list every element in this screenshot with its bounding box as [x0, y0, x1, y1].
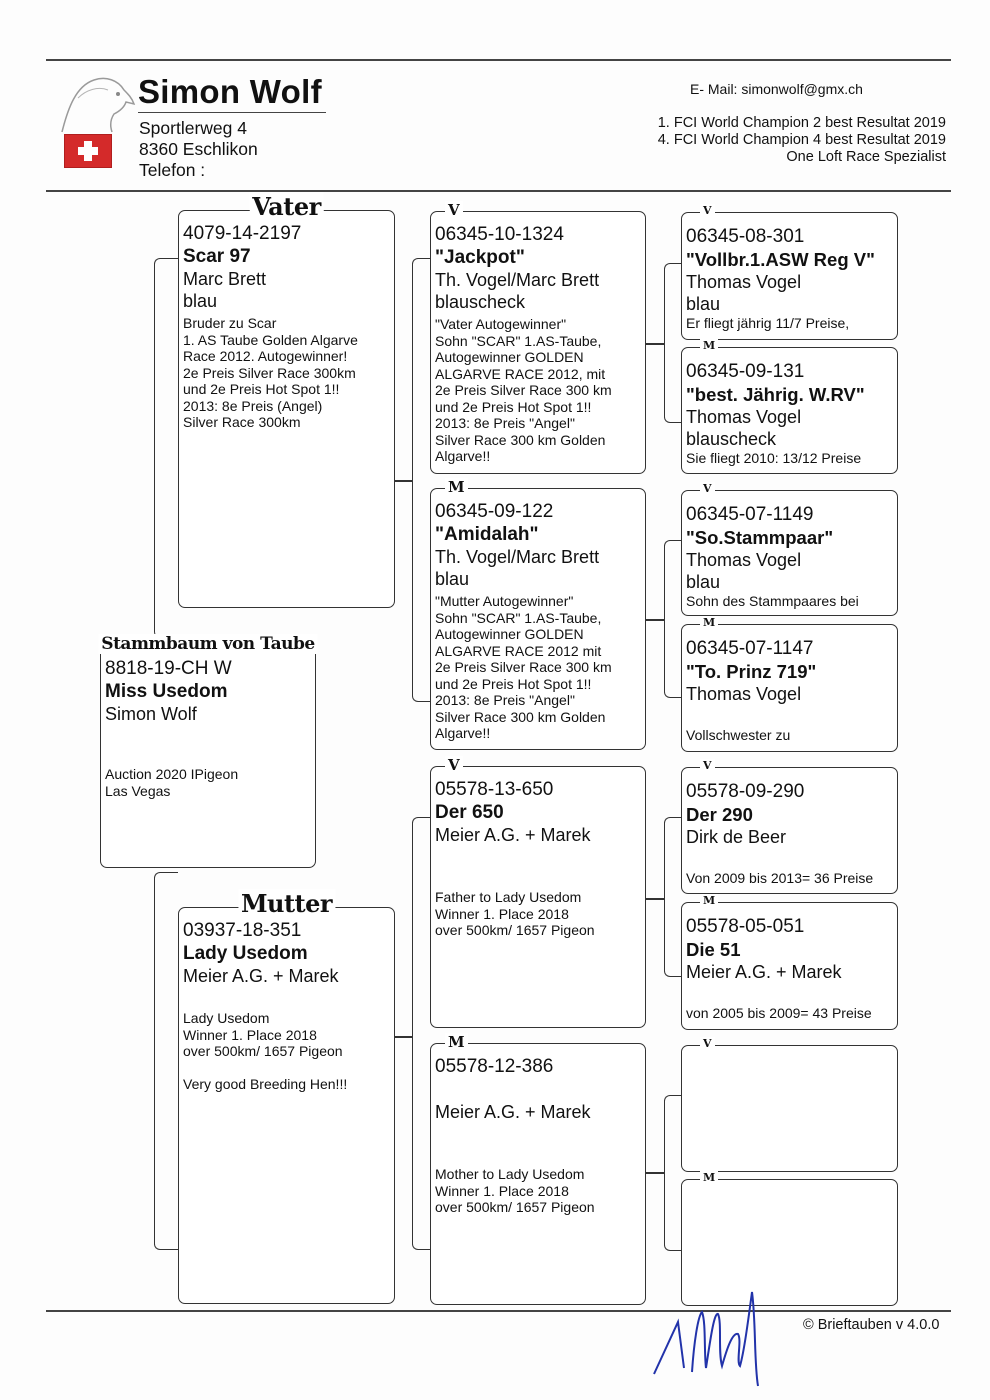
ffm-name: "best. Jährig. W.RV": [686, 384, 865, 405]
fmm-notes: Vollschwester zu: [686, 727, 791, 743]
subject-ring: 8818-19-CH W: [105, 658, 232, 679]
mm-card: [430, 1033, 646, 1305]
mmf-card: [681, 1037, 898, 1172]
mmm-legend: M: [700, 1171, 718, 1184]
mm-name: [435, 1078, 641, 1101]
address-city: 8360 Eschlikon: [139, 139, 258, 159]
mf-card: [430, 756, 646, 1028]
owner-address: [139, 118, 258, 181]
header-top-rule: [46, 59, 951, 61]
connector-mf-stub: [645, 898, 665, 900]
mf-legend: V: [445, 756, 463, 774]
address-street: Sportlerweg 4: [139, 118, 247, 138]
ff-breeder: Th. Vogel/Marc Brett: [435, 270, 600, 290]
mff-ring: 05578-09-290: [686, 781, 805, 802]
mff-breeder: Dirk de Beer: [686, 827, 787, 847]
connector-fm-stub: [645, 619, 665, 621]
pigeon-head-icon: [58, 68, 136, 134]
ffm-card: [681, 339, 898, 474]
address-phone: Telefon :: [139, 160, 206, 180]
mf-breeder: Meier A.G. + Marek: [435, 825, 591, 845]
fm-legend: M: [445, 478, 468, 496]
ff-name: "Jackpot": [435, 247, 525, 268]
mm-breeder: Meier A.G. + Marek: [435, 1102, 591, 1122]
achievement-3: One Loft Race Spezialist: [786, 149, 946, 165]
fmf-ring: 06345-07-1149: [686, 504, 814, 525]
father-name: Scar 97: [183, 246, 251, 267]
mff-notes: Von 2009 bis 2013= 36 Preise: [686, 870, 874, 886]
ffm-legend: M: [700, 339, 718, 352]
fmf-notes: Sohn des Stammpaares bei: [686, 593, 859, 609]
mother-ring: 03937-18-351: [183, 920, 302, 941]
ff-notes: "Vater Autogewinner" Sohn "SCAR" 1.AS-Taube, Autogewinner GOLDEN ALGARVE RACE 2012, mit 2e Preis Silver Race 300 km und 2e Preis Hot Spot 1!! 2013: 8e Preis "Angel" Silver Race 300 km Golden Algarve!!: [435, 316, 612, 464]
subject-legend: Stammbaum von Taube: [98, 634, 317, 654]
connector-fm-parents: [664, 540, 681, 698]
owner-email: E- Mail: simonwolf@gmx.ch: [690, 81, 863, 97]
achievements: [658, 115, 946, 166]
mm-notes: Mother to Lady Usedom Winner 1. Place 2018 over 500km/ 1657 Pigeon: [435, 1166, 595, 1215]
achievement-2: 4. FCI World Champion 4 best Resultat 2019: [657, 132, 946, 148]
ff-color: blauscheck: [435, 292, 526, 312]
ffm-notes: Sie fliegt 2010: 13/12 Preise: [686, 450, 862, 466]
fmf-card: [681, 482, 898, 616]
subject-name: Miss Usedom: [105, 681, 228, 702]
fff-card: [681, 204, 898, 340]
fm-ring: 06345-09-122: [435, 501, 554, 522]
mff-card: [681, 759, 898, 894]
signature-icon: [648, 1282, 778, 1392]
fm-notes: "Mutter Autogewinner" Sohn "SCAR" 1.AS-Taube, Autogewinner GOLDEN ALGARVE RACE 2012 mit 2e Preis Silver Race 300 km und 2e Preis Hot Spot 1!! 2013: 8e Preis "Angel" Silver Race 300 km Golden Algarve!!: [435, 593, 612, 741]
father-legend: Vater: [249, 192, 323, 221]
subject-notes: Auction 2020 IPigeon Las Vegas: [105, 766, 239, 799]
swiss-flag-icon: [64, 134, 112, 168]
mfm-notes: von 2005 bis 2009= 43 Preise: [686, 1005, 872, 1021]
fmm-name: "To. Prinz 719": [686, 661, 817, 682]
fff-legend: V: [700, 204, 715, 217]
subject-card: [100, 634, 316, 868]
mfm-ring: 05578-05-051: [686, 916, 805, 937]
connector-mother-parents: [412, 817, 430, 1250]
mfm-legend: M: [700, 894, 718, 907]
connector-mother-stub: [393, 1036, 413, 1038]
mfm-card: [681, 894, 898, 1030]
fff-ring: 06345-08-301: [686, 226, 805, 247]
fmm-legend: M: [700, 616, 718, 629]
fmf-name: "So.Stammpaar": [686, 527, 834, 548]
connector-father-parents: [412, 258, 430, 702]
mff-name: Der 290: [686, 804, 753, 825]
header-bottom-rule: [46, 190, 951, 192]
connector-mm-parents: [664, 1095, 681, 1251]
mmf-legend: V: [700, 1037, 715, 1050]
connector-father: [154, 258, 178, 638]
fff-name: "Vollbr.1.ASW Reg V": [686, 249, 875, 270]
connector-mother: [154, 872, 178, 1250]
fff-notes: Er fliegt jährig 11/7 Preise,: [686, 315, 850, 331]
fmm-breeder: Thomas Vogel: [686, 684, 802, 704]
mother-legend: Mutter: [238, 889, 335, 918]
mf-notes: Father to Lady Usedom Winner 1. Place 2018 over 500km/ 1657 Pigeon: [435, 889, 595, 938]
achievement-1: 1. FCI World Champion 2 best Resultat 2019: [657, 115, 946, 131]
father-ring: 4079-14-2197: [183, 223, 302, 244]
mother-breeder: Meier A.G. + Marek: [183, 966, 339, 986]
fmm-ring: 06345-07-1147: [686, 638, 814, 659]
footer-rule: [46, 1310, 951, 1312]
fmm-card: [681, 616, 898, 752]
fff-breeder: Thomas Vogel: [686, 272, 802, 292]
subject-breeder: Simon Wolf: [105, 704, 197, 724]
ffm-color: blauscheck: [686, 429, 777, 449]
mm-ring: 05578-12-386: [435, 1056, 554, 1077]
mfm-breeder: Meier A.G. + Marek: [686, 962, 842, 982]
father-color: blau: [183, 291, 218, 311]
mother-card: [178, 889, 395, 1304]
fm-name: "Amidalah": [435, 524, 539, 545]
fff-color: blau: [686, 294, 721, 314]
connector-ff-stub: [645, 343, 665, 345]
ff-legend: V: [445, 201, 463, 219]
father-breeder: Marc Brett: [183, 269, 267, 289]
mf-name: Der 650: [435, 802, 504, 823]
connector-father-stub: [393, 480, 413, 482]
owner-name: Simon Wolf: [138, 72, 326, 113]
fmf-color: blau: [686, 572, 721, 592]
copyright: © Brieftauben v 4.0.0: [803, 1317, 940, 1333]
connector-mf-parents: [664, 817, 681, 977]
mother-name: Lady Usedom: [183, 943, 308, 964]
ffm-breeder: Thomas Vogel: [686, 407, 802, 427]
father-notes: Bruder zu Scar 1. AS Taube Golden Algarve Race 2012. Autogewinner! 2e Preis Silver Race 300km und 2e Preis Hot Spot 1!! 2013: 8e Preis (Angel) Silver Race 300km: [183, 315, 358, 430]
mm-legend: M: [445, 1033, 468, 1051]
ff-card: [430, 201, 646, 474]
mfm-name: Die 51: [686, 939, 741, 960]
fm-color: blau: [435, 569, 470, 589]
fmf-breeder: Thomas Vogel: [686, 550, 802, 570]
fmf-legend: V: [700, 482, 715, 495]
mf-ring: 05578-13-650: [435, 779, 554, 800]
fm-breeder: Th. Vogel/Marc Brett: [435, 547, 600, 567]
mff-legend: V: [700, 759, 715, 772]
connector-ff-parents: [664, 263, 681, 423]
mother-notes: Lady Usedom Winner 1. Place 2018 over 500km/ 1657 Pigeon Very good Breeding Hen!!!: [183, 1010, 348, 1092]
father-card: [178, 192, 395, 608]
fm-card: [430, 478, 646, 750]
ff-ring: 06345-10-1324: [435, 224, 564, 245]
ffm-ring: 06345-09-131: [686, 361, 805, 382]
connector-mm-stub: [645, 1172, 665, 1174]
